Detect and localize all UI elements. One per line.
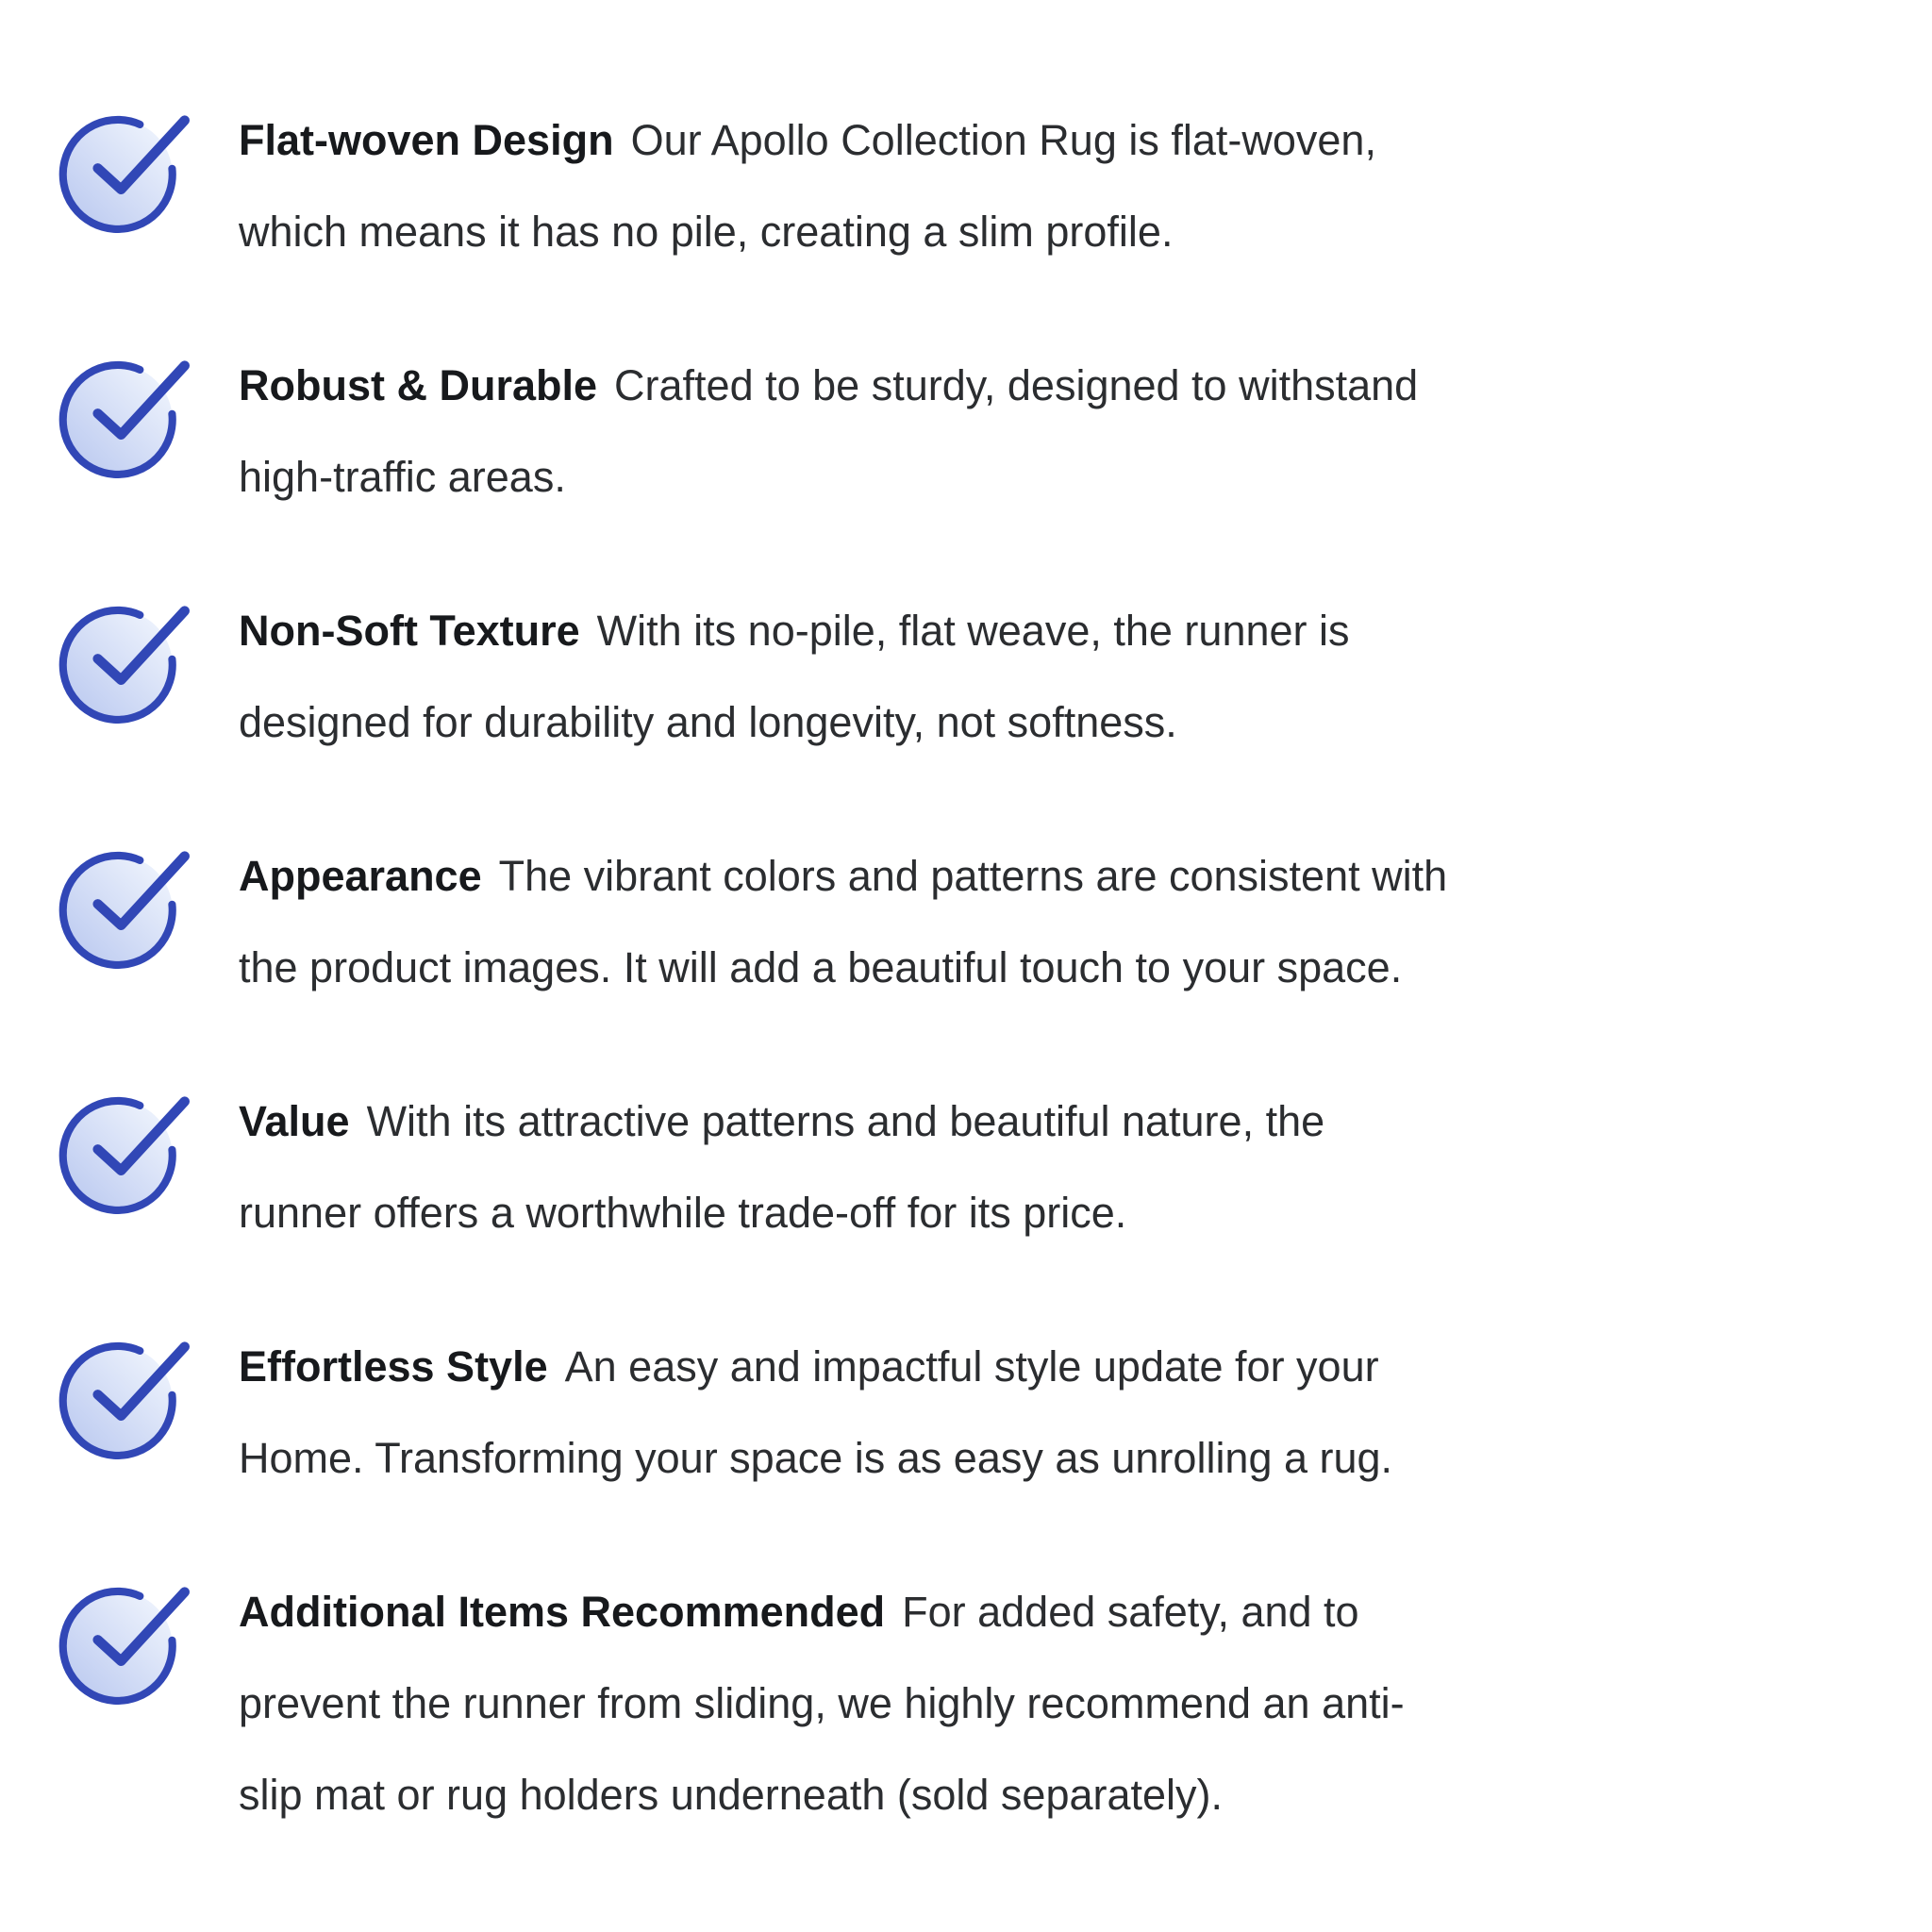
feature-item <box>55 585 1875 768</box>
feature-title: Robust & Durable <box>239 361 598 409</box>
feature-text <box>239 830 1457 1013</box>
check-circle-icon <box>55 1328 192 1465</box>
feature-description: An easy and impactful style update for your Home. Transforming your space is as easy as unrolling a rug. <box>239 1342 1393 1482</box>
feature-text <box>239 340 1457 523</box>
feature-description: With its no-pile, flat weave, the runner is designed for durability and longevity, not softness. <box>239 607 1350 746</box>
check-circle-icon <box>55 592 192 729</box>
feature-item <box>55 94 1875 277</box>
feature-item <box>55 1566 1875 1840</box>
feature-text <box>239 1075 1457 1258</box>
feature-title: Appearance <box>239 852 482 900</box>
check-circle-icon <box>55 838 192 974</box>
feature-item <box>55 830 1875 1013</box>
feature-description: Crafted to be sturdy, designed to withstand high-traffic areas. <box>239 361 1419 501</box>
check-circle-icon <box>55 102 192 239</box>
feature-item <box>55 1075 1875 1258</box>
feature-description: For added safety, and to prevent the runner from sliding, we highly recommend an anti-slip mat or rug holders underneath (sold separately). <box>239 1588 1405 1819</box>
feature-title: Effortless Style <box>239 1342 548 1391</box>
feature-item <box>55 340 1875 523</box>
check-circle-icon <box>55 1574 192 1710</box>
feature-description: The vibrant colors and patterns are consistent with the product images. It will add a beautiful touch to your space. <box>239 852 1448 991</box>
feature-title: Value <box>239 1097 350 1145</box>
check-circle-icon <box>55 1083 192 1220</box>
feature-list <box>55 94 1875 1840</box>
feature-description: Our Apollo Collection Rug is flat-woven, which means it has no pile, creating a slim profile. <box>239 116 1376 256</box>
feature-title: Additional Items Recommended <box>239 1588 886 1636</box>
feature-title: Flat-woven Design <box>239 116 614 164</box>
check-circle-icon <box>55 347 192 484</box>
feature-item <box>55 1321 1875 1504</box>
feature-text <box>239 1566 1457 1840</box>
feature-description: With its attractive patterns and beautiful nature, the runner offers a worthwhile trade-off for its price. <box>239 1097 1325 1237</box>
feature-title: Non-Soft Texture <box>239 607 580 655</box>
feature-text <box>239 585 1457 768</box>
feature-text <box>239 1321 1457 1504</box>
feature-text <box>239 94 1457 277</box>
